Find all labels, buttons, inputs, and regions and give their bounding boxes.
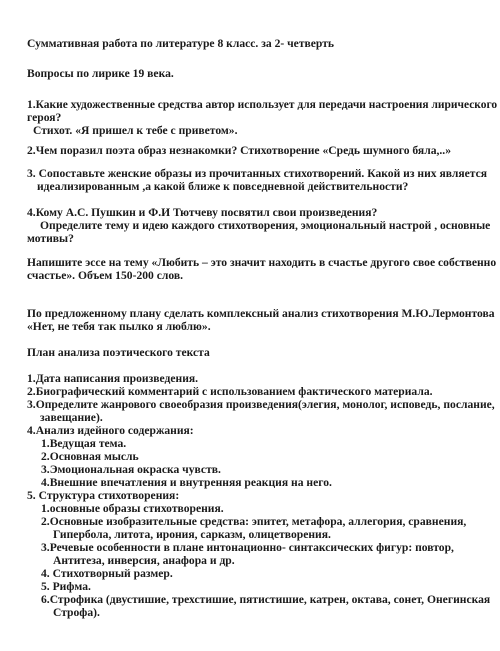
plan-subitem: 4.Внешние впечатления и внутренняя реакция на него. [41,476,332,489]
plan-subitem: 2.Основные изобразительные средства: эпитет, метафора, аллегория, сравнения, [41,515,467,528]
plan-subitem: 3.Эмоциональная окраска чувств. [41,463,221,476]
plan-subitem: 1.основные образы стихотворения. [41,502,224,515]
plan-subitem: 4. Стихотворный размер. [41,567,173,580]
question-4-line-3: мотивы? [27,232,74,245]
plan-subitem: 2.Основная мысль [41,450,139,463]
plan-subitem-continued: Антитеза, инверсия, анафора и др. [53,554,235,567]
plan-subitem: 1.Ведущая тема. [41,437,127,450]
question-4-line-2: Определите тему и идею каждого стихотворения, эмоциональный настрой , основные [40,219,491,232]
document-title: Суммативная работа по литературе 8 класс. за 2- четверть [27,37,335,50]
plan-item-continued: завещание). [40,411,103,424]
plan-item: 1.Дата написания произведения. [27,372,199,385]
essay-task-line-2: счастье». Объем 150-200 слов. [27,269,184,282]
plan-item: 2.Биографический комментарий с использованием фактического материала. [27,385,433,398]
plan-item: 4.Анализ идейного содержания: [27,424,194,437]
question-1-line-3: Стихот. «Я пришел к тебе с приветом». [33,124,238,137]
essay-task-line-1: Напишите эссе на тему «Любить – это значит находить в счастье другого свое собственно [27,256,497,269]
question-3-line-1: 3. Сопоставьте женские образы из прочитанных стихотворений. Какой из них является [27,167,488,180]
plan-item: 5. Структура стихотворения: [27,489,180,502]
plan-subitem: 3.Речевые особенности в плане интонационно- синтаксических фигур: повтор, [41,541,454,554]
plan-heading: План анализа поэтического текста [27,346,210,359]
plan-subitem-continued: Гипербола, литота, ирония, сарказм, олицетворения. [53,528,331,541]
question-4-line-1: 4.Кому А.С. Пушкин и Ф.И Тютчеву посвятил свои произведения? [27,206,378,219]
plan-subitem-continued: Строфа). [53,606,100,619]
question-3-line-2: идеализированным ,а какой ближе к повседневной действительности? [37,180,409,193]
analysis-task-line-2: «Нет, не тебя так пылко я люблю». [27,320,211,333]
analysis-task-line-1: По предложенному плану сделать комплексный анализ стихотворения М.Ю.Лермонтова [27,307,495,320]
question-2: 2.Чем поразил поэта образ незнакомки? Стихотворение «Средь шумного бяла,..» [27,144,452,157]
plan-subitem: 5. Рифма. [41,580,91,593]
plan-subitem: 6.Строфика (двустишие, трехстишие, пятистишие, катрен, октава, сонет, Онегинская [41,593,491,606]
section-heading: Вопросы по лирике 19 века. [27,67,174,80]
plan-item: 3.Определите жанрового своеобразия произведения(элегия, монолог, исповедь, послание, [27,398,495,411]
question-1-line-2: героя? [27,111,62,124]
question-1-line-1: 1.Какие художественные средства автор использует для передачи настроения лирического [27,98,498,111]
